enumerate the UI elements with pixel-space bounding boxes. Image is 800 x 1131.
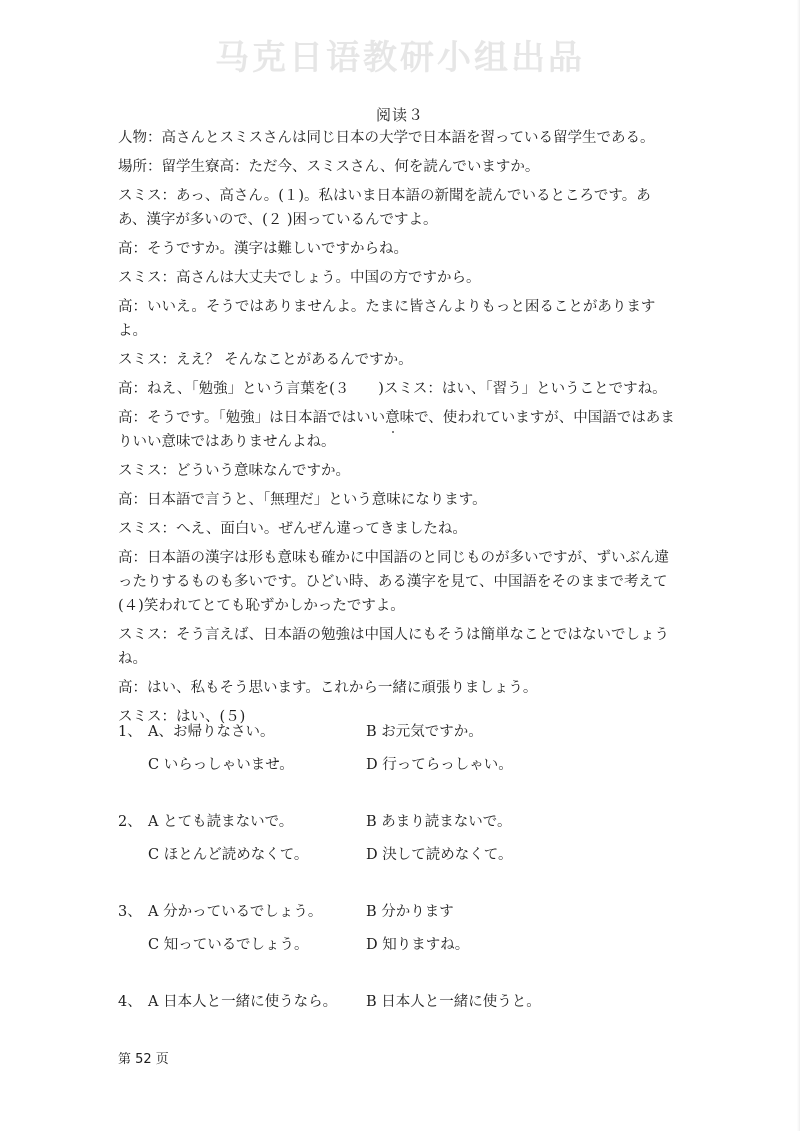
reading-passage: [118, 126, 678, 734]
question-row: [118, 992, 678, 1025]
page-number: 第 52 页: [118, 1052, 169, 1067]
option-b: B 分かります: [366, 904, 454, 920]
passage-line: スミス：どういう意味なんですか。: [118, 463, 350, 479]
question-4: [118, 992, 678, 1082]
passage-line: スミス：高さんは大丈夫でしょう。中国の方ですから。: [118, 270, 481, 286]
question-row: [118, 845, 678, 878]
passage-line: スミス：へえ、面白い。ぜんぜん違ってきましたね。: [118, 521, 467, 537]
passage-line: 高：そうです。「勉強」は日本語ではいい意味で、使われていますが、中国語ではあまりいい意味ではありませんよね。: [118, 410, 675, 450]
option-c: C いらっしゃいませ。: [148, 757, 294, 773]
section-title: 阅读３: [375, 106, 424, 124]
passage-line: スミス：あっ、高さん。(１)。私はいま日本語の新聞を読んでいるところです。ああ、漢字が多いので、(２ )困っているんですよ。: [118, 188, 651, 228]
option-d: D 行ってらっしゃい。: [366, 757, 513, 773]
passage-line: 高：日本語で言うと、「無理だ」という意味になります。: [118, 492, 487, 508]
question-row: [118, 755, 678, 788]
passage-line: 高：そうですか。漢字は難しいですからね。: [118, 241, 408, 257]
passage-line: 高：ねえ、「勉強」という言葉を(３ )スミス：はい、「習う」ということですね。: [118, 381, 667, 397]
question-1: [118, 722, 678, 812]
question-3: [118, 902, 678, 992]
question-number: 3、: [118, 904, 142, 920]
passage-line: スミス：ええ？ そんなことがあるんですか。: [118, 352, 413, 368]
question-2: [118, 812, 678, 902]
passage-line: 高：いいえ。そうではありませんよ。たまに皆さんよりもっと困ることがありますよ。: [118, 299, 656, 339]
option-d: D 知りますね。: [366, 937, 470, 953]
passage-line: 高：日本語の漢字は形も意味も確かに中国語のと同じものが多いですが、ずいぶん違ったりするものも多いです。ひどい時、ある漢字を見て、中国語をそのままで考えて(４)笑われてとても恥ずかしかったですよ。: [118, 550, 669, 614]
question-number: 2、: [118, 814, 142, 830]
passage-line: 人物：高さんとスミスさんは同じ日本の大学で日本語を習っている留学生である。: [118, 130, 655, 146]
option-a: A、お帰りなさい。: [148, 724, 275, 740]
scan-speck: [392, 431, 394, 433]
option-d: D 決して読めなくて。: [366, 847, 513, 863]
option-c: C ほとんど読めなくて。: [148, 847, 309, 863]
option-a: A 日本人と一緒に使うなら。: [148, 994, 338, 1010]
question-row: [118, 902, 678, 935]
option-a: A とても読まないで。: [148, 814, 294, 830]
question-row: [118, 935, 678, 968]
question-row: [118, 812, 678, 845]
passage-line: 場所：留学生寮高：ただ今、スミスさん、何を読んでいますか。: [118, 159, 540, 175]
option-a: A 分かっているでしょう。: [148, 904, 323, 920]
option-c: C 知っているでしょう。: [148, 937, 309, 953]
question-number: 4、: [118, 994, 142, 1010]
question-row: [118, 722, 678, 755]
passage-line: スミス：そう言えば、日本語の勉強は中国人にもそうは簡単なことではないでしょうね。: [118, 627, 669, 667]
passage-line: 高：はい、私もそう思います。これから一緒に頑張りましょう。: [118, 680, 538, 696]
header-watermark: 马克日语教研小组出品: [215, 38, 585, 78]
option-b: B お元気ですか。: [366, 724, 483, 740]
option-b: B 日本人と一緒に使うと。: [366, 994, 541, 1010]
passage-line: スミス：はい、(５): [118, 709, 246, 725]
question-list: [118, 722, 678, 1082]
option-b: B あまり読まないで。: [366, 814, 512, 830]
question-number: 1、: [118, 724, 142, 740]
